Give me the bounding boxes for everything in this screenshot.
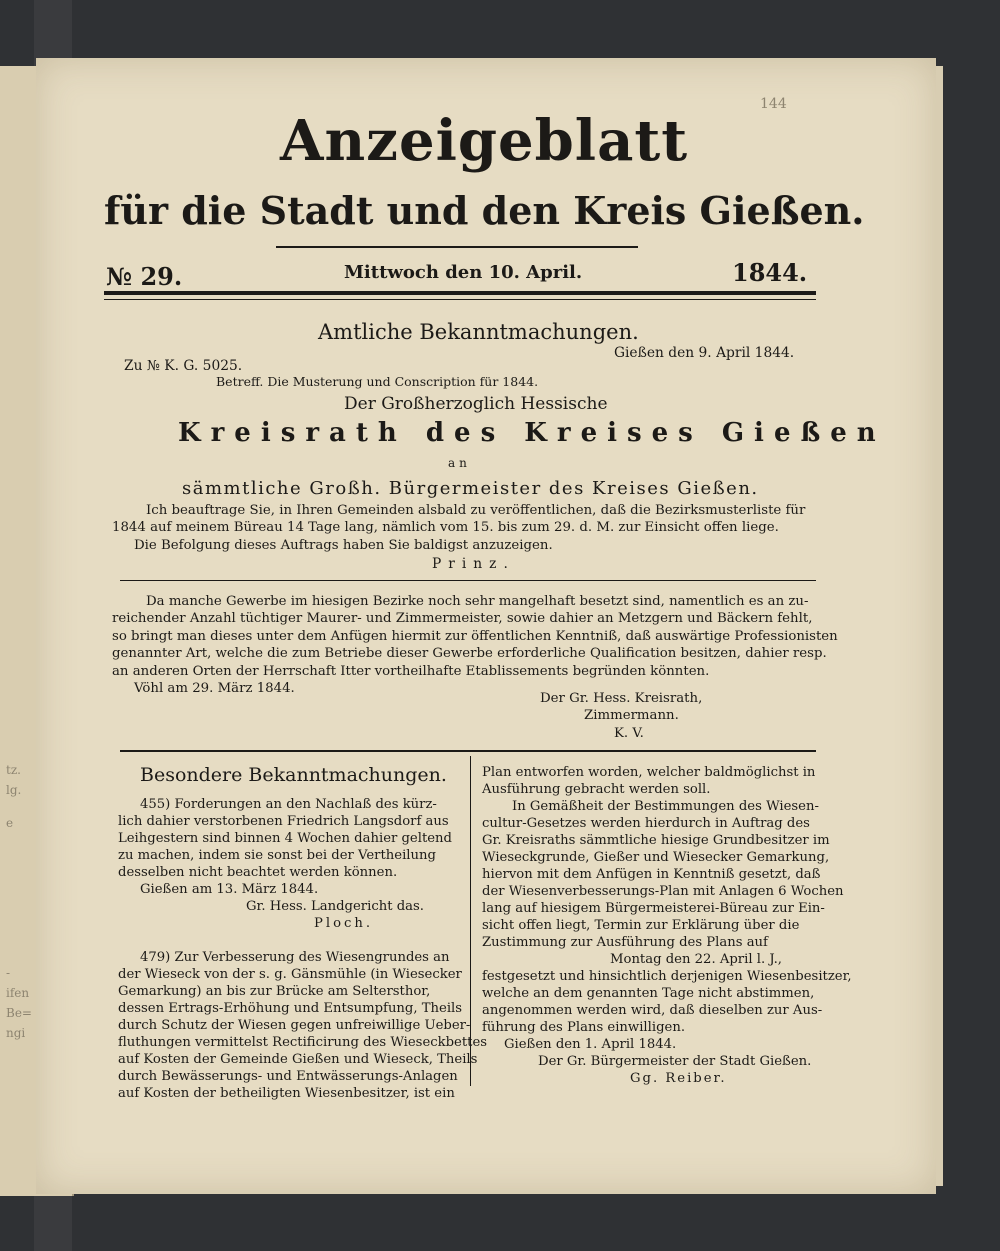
- col-line: Gr. Hess. Landgericht das.: [246, 899, 424, 914]
- col-line: desselben nicht beachtet werden können.: [118, 865, 398, 880]
- col-line: dessen Ertrags-Erhöhung und Entsumpfung, Theils: [118, 1001, 463, 1016]
- place-date: Gießen den 9. April 1844.: [614, 345, 795, 361]
- margin-snippet: lg.: [6, 783, 22, 797]
- col-line: Gg. Reiber.: [630, 1071, 727, 1086]
- authority-line: Der Großherzoglich Hessische: [344, 394, 608, 414]
- col-line: sicht offen liegt, Termin zur Erklärung über die: [482, 918, 800, 933]
- col-line: Gr. Kreisraths sämmtliche hiesige Grundbesitzer im: [482, 833, 830, 848]
- margin-snippet: Be=: [6, 1006, 32, 1020]
- col-line: Montag den 22. April l. J.,: [610, 952, 782, 967]
- addressee: sämmtliche Großh. Bürgermeister des Kreises Gießen.: [182, 478, 759, 499]
- margin-snippet: -: [6, 966, 11, 980]
- body-line: Ich beauftrage Sie, in Ihren Gemeinden alsbald zu veröffentlichen, daß die Bezirksmusterliste für: [146, 503, 806, 518]
- issue-number: № 29.: [106, 262, 183, 291]
- body-line: Da manche Gewerbe im hiesigen Bezirke noch sehr mangelhaft besetzt sind, namentlich es an zu-: [146, 594, 809, 609]
- sign-line: Zimmermann.: [584, 708, 679, 724]
- col-line: Gießen am 13. März 1844.: [140, 882, 319, 897]
- col-line: angenommen werden wird, daß dieselben zur Aus-: [482, 1003, 823, 1018]
- col-line: 455) Forderungen an den Nachlaß des kürz-: [140, 797, 437, 812]
- col-line: fluthungen vermittelst Rectificirung des Wieseckbettes: [118, 1035, 488, 1050]
- divider: [276, 246, 638, 248]
- notice2-signature: [540, 690, 702, 742]
- col-line: [118, 932, 487, 949]
- margin-snippet: e: [6, 816, 14, 830]
- divider: [104, 299, 816, 300]
- col-line: auf Kosten der Gemeinde Gießen und Wieseck, Theils: [118, 1052, 478, 1067]
- col-line: welche an dem genannten Tage nicht abstimmen,: [482, 986, 815, 1001]
- body-line: an anderen Orten der Herrschaft Itter vortheilhafte Etablissements begründen könnten.: [112, 663, 710, 679]
- col-line: zu machen, indem sie sonst bei der Vertheilung: [118, 848, 436, 863]
- col-line: Der Gr. Bürgermeister der Stadt Gießen.: [538, 1054, 812, 1069]
- col-line: der Wiesenverbesserungs-Plan mit Anlagen 6 Wochen: [482, 884, 844, 899]
- body-line: Die Befolgung dieses Auftrags haben Sie baldigst anzuzeigen.: [134, 537, 553, 553]
- col-line: durch Bewässerungs- und Entwässerungs-Anlagen: [118, 1069, 458, 1084]
- col-line: Leihgestern sind binnen 4 Wochen dahier geltend: [118, 831, 452, 846]
- body-line: genannter Art, welche die zum Betriebe dieser Gewerbe erforderliche Qualification besitzen, dahier resp.: [112, 646, 827, 662]
- body-line: 1844 auf meinem Büreau 14 Tage lang, nämlich vom 15. bis zum 29. d. M. zur Einsicht offen liege.: [112, 520, 779, 536]
- subject-line: Betreff. Die Musterung und Conscription für 1844.: [216, 374, 539, 389]
- sign-line: Der Gr. Hess. Kreisrath,: [540, 691, 703, 706]
- col-line: Wieseckgrunde, Gießer und Wiesecker Gemarkung,: [482, 850, 830, 865]
- body-line: so bringt man dieses unter dem Anfügen hiermit zur öffentlichen Kenntniß, daß auswärtige Professionisten: [112, 628, 838, 644]
- divider: [104, 291, 816, 295]
- section-heading-special: Besondere Bekanntmachungen.: [140, 764, 447, 786]
- signature: Prinz.: [432, 556, 515, 572]
- col-line: Gemarkung) an bis zur Brücke am Seltersthor,: [118, 984, 431, 999]
- issue-year: 1844.: [732, 258, 808, 287]
- masthead-title: Anzeigeblatt: [280, 108, 689, 174]
- sign-line: K. V.: [614, 725, 644, 741]
- col-line: Ploch.: [314, 916, 374, 931]
- special-left-column: [118, 796, 487, 1102]
- col-line: Ausführung gebracht werden soll.: [482, 782, 711, 797]
- reference-number: Zu № K. G. 5025.: [124, 358, 243, 374]
- section-heading-official: Amtliche Bekanntmachungen.: [318, 320, 639, 344]
- divider: [120, 750, 816, 752]
- margin-snippet: ngi: [6, 1026, 26, 1040]
- col-line: auf Kosten der betheiligten Wiesenbesitzer, ist ein: [118, 1086, 455, 1101]
- col-line: lang auf hiesigem Bürgermeisterei-Büreau zur Ein-: [482, 901, 825, 916]
- masthead-subtitle: für die Stadt und den Kreis Gießen.: [104, 188, 865, 233]
- col-line: Plan entworfen worden, welcher baldmöglichst in: [482, 765, 816, 780]
- notice2-body: [112, 593, 838, 697]
- divider: [120, 580, 816, 581]
- authority-name: Kreisrath des Kreises Gießen: [178, 418, 886, 448]
- col-line: cultur-Gesetzes werden hierdurch in Auftrag des: [482, 816, 810, 831]
- col-line: der Wieseck von der s. g. Gänsmühle (in Wiesecker: [118, 967, 462, 982]
- special-right-column: [482, 764, 852, 1087]
- body-line: reichender Anzahl tüchtiger Maurer- und Zimmermeister, sowie dahier an Metzgern und Bäckern fehlt,: [112, 611, 813, 627]
- issue-date: Mittwoch den 10. April.: [344, 262, 583, 283]
- col-line: lich dahier verstorbenen Friedrich Langsdorf aus: [118, 814, 449, 829]
- col-line: hiervon mit dem Anfügen in Kenntniß gesetzt, daß: [482, 867, 821, 882]
- col-line: Zustimmung zur Ausführung des Plans auf: [482, 935, 768, 950]
- margin-snippet: tz.: [6, 763, 21, 777]
- col-line: Gießen den 1. April 1844.: [504, 1037, 677, 1052]
- col-line: In Gemäßheit der Bestimmungen des Wiesen-: [512, 799, 819, 814]
- col-line: führung des Plans einwilligen.: [482, 1020, 686, 1035]
- col-line: festgesetzt und hinsichtlich derjenigen Wiesenbesitzer,: [482, 969, 852, 984]
- addressee-prefix: an: [448, 456, 471, 470]
- body-line: Vöhl am 29. März 1844.: [134, 681, 295, 697]
- margin-snippet: ifen: [6, 986, 30, 1000]
- page-number-bleed: 144: [760, 96, 787, 112]
- col-line: durch Schutz der Wiesen gegen unfreiwillige Ueber-: [118, 1018, 471, 1033]
- official-body: [112, 502, 805, 554]
- col-line: 479) Zur Verbesserung des Wiesengrundes an: [140, 950, 450, 965]
